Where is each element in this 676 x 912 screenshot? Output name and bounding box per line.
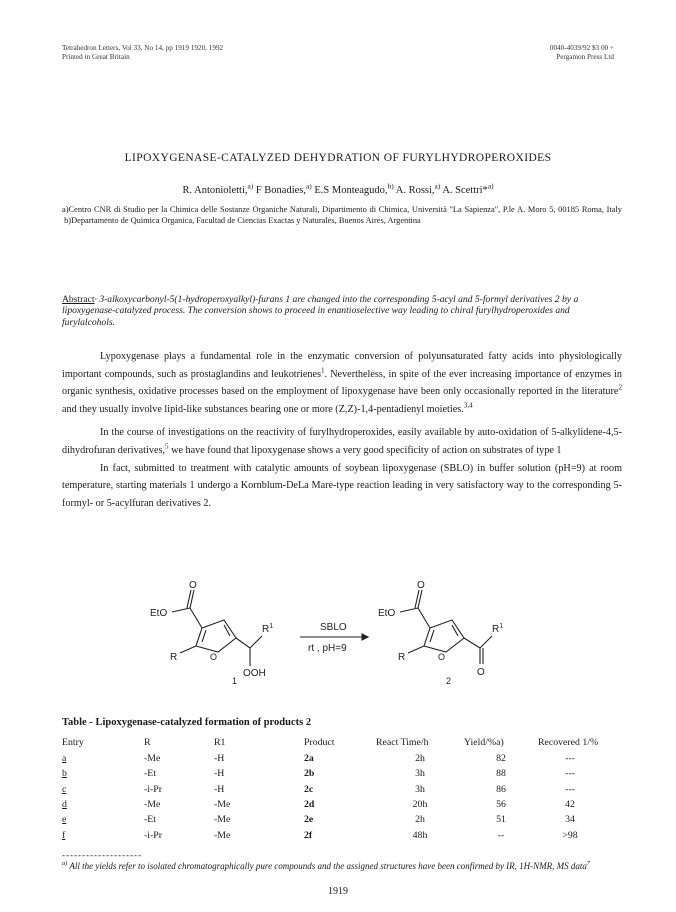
cell-time: 48h bbox=[412, 829, 428, 841]
table-row bbox=[62, 766, 602, 781]
author: E.S Monteagudo, bbox=[314, 185, 388, 196]
cell-recovered: --- bbox=[565, 783, 575, 795]
carbonyl-o-label: O bbox=[189, 580, 197, 591]
page-number: 1919 bbox=[328, 886, 348, 897]
cell-product: 2f bbox=[304, 829, 313, 841]
ref-mark: 1 bbox=[320, 366, 325, 375]
cell-entry: d bbox=[62, 799, 67, 811]
text-run: In the course of investigations on the reactivity of furylhydroperoxides, easily available by auto-oxidation of 5-alkylidene-4,5-dihydrofuran derivatives, bbox=[62, 427, 622, 456]
text-run: and they usually involve lipid-like substances bearing one or more (Z,Z)-1,4-pentadienyl moieties. bbox=[62, 403, 464, 415]
ring-o-label: O bbox=[210, 652, 218, 662]
cell-time: 2h bbox=[415, 753, 425, 765]
reagent-label: SBLO bbox=[320, 622, 347, 633]
footnote-rule: -------------------- bbox=[62, 850, 142, 860]
author-affil-mark: a) bbox=[434, 181, 441, 191]
r1-label: $R^1$ bbox=[262, 623, 274, 635]
cell-r: -i-Pr bbox=[144, 829, 162, 841]
abstract-text: 3-alkoxycarbonyl-5(1-hydroperoxyalkyl)-furans 1 are changed into the corresponding 5-acyl and 5-formyl derivatives 2 by a lipoxygenase-catalyzed process. The conversion shows to proceed in enantioselective way leading to chiral furylhydroperoxides and furylalcohols. bbox=[62, 294, 579, 328]
affil-b: Departamento de Quimica Organica, Facultad de Ciencias Exactas y Naturales, Buenos Aires, Argentina bbox=[71, 215, 421, 225]
table-caption: Table - Lipoxygenase-catalyzed formation of products 2 bbox=[62, 717, 312, 728]
ref-mark: 3,4 bbox=[463, 401, 473, 410]
author: A. Scettri* bbox=[442, 185, 488, 196]
col-header: Product bbox=[304, 736, 335, 748]
cell-yield: 51 bbox=[496, 814, 506, 826]
ethoxy-label: EtO bbox=[378, 608, 396, 619]
cell-r: -Me bbox=[144, 799, 161, 811]
text-run: we have found that lipoxygenase shows a very good specificity of action on substrates of type 1 bbox=[168, 444, 562, 456]
arrow-head bbox=[362, 634, 368, 640]
cell-entry: f bbox=[62, 829, 66, 841]
author: R. Antonioletti, bbox=[182, 185, 248, 196]
issn-code: 0040-4039/92 $3 00 + bbox=[549, 44, 614, 52]
text-run: . Nevertheless, in spite of the ever increasing importance of enzymes in organic synthesis, oxidative processes based on the employment of lipoxygenase have been only occasionally reported in the literature bbox=[62, 368, 622, 398]
col-header: Entry bbox=[62, 736, 84, 748]
author-affil-mark: a) bbox=[487, 181, 494, 191]
ooh-label: OOH bbox=[243, 668, 266, 679]
col-header: Recovered 1/% bbox=[538, 736, 599, 748]
paragraph-3: In fact, submitted to treatment with catalytic amounts of soybean lipoxygenase (SBLO) in buffer solution (pH=9) at room temperature, starting materials 1 undergo a Kornblum-DeLa Mare-type reaction leading in very satisfactory way to the corresponding 5-formyl- or 5-acylfuran derivatives 2. bbox=[62, 462, 622, 509]
author: F Bonadies, bbox=[255, 185, 307, 196]
cell-r: -Et bbox=[144, 814, 156, 826]
cell-entry: e bbox=[62, 814, 67, 826]
col-header: Yield/%a) bbox=[464, 736, 504, 748]
cell-product: 2b bbox=[304, 768, 315, 780]
conditions-label: rt , pH=9 bbox=[308, 643, 347, 654]
printed-in: Printed in Great Britain bbox=[62, 53, 130, 61]
paragraph-2 bbox=[62, 424, 622, 459]
abstract: Abstract· 3-alkoxycarbonyl-5(1-hydroperoxyalkyl)-furans 1 are changed into the corresponding 5-acyl and 5-formyl derivatives 2 by a lipoxygenase-catalyzed process. The conversion shows to proceed in enantioselective way leading to chiral furylhydroperoxides and furylalcohols. bbox=[62, 294, 579, 328]
cell-recovered: --- bbox=[565, 753, 575, 765]
cell-r: -Me bbox=[144, 753, 161, 765]
cell-yield: 56 bbox=[496, 799, 506, 811]
cell-time: 20h bbox=[412, 799, 428, 811]
cell-entry: c bbox=[62, 783, 67, 795]
cell-time: 3h bbox=[415, 783, 425, 795]
paper-title: LIPOXYGENASE-CATALYZED DEHYDRATION OF FURYLHYDROPEROXIDES bbox=[124, 152, 552, 164]
cell-r1: -Me bbox=[214, 799, 231, 811]
affil-b-mark: b) bbox=[64, 215, 72, 225]
paragraph-1 bbox=[62, 348, 622, 418]
cell-yield: 88 bbox=[496, 768, 506, 780]
journal-header-right bbox=[550, 44, 614, 62]
affil-a-mark: a) bbox=[62, 205, 69, 214]
publisher: Pergamon Press Ltd bbox=[556, 53, 614, 61]
cell-r1: -Me bbox=[214, 814, 231, 826]
compound-2-label: 2 bbox=[446, 676, 452, 685]
journal-header-left bbox=[62, 44, 223, 62]
author-affil-mark: a) bbox=[247, 181, 254, 191]
cell-yield: 86 bbox=[496, 783, 506, 795]
cell-r1: -Me bbox=[214, 829, 231, 841]
table-row bbox=[62, 797, 602, 812]
body-text bbox=[62, 348, 622, 512]
table-row bbox=[62, 812, 602, 827]
cell-recovered: >98 bbox=[562, 829, 578, 841]
table-row bbox=[62, 751, 602, 766]
cell-recovered: 42 bbox=[565, 799, 575, 811]
abstract-label: Abstract bbox=[62, 294, 95, 305]
cell-product: 2e bbox=[304, 814, 314, 826]
r-label: R bbox=[398, 652, 406, 663]
affil-a: Centro CNR di Studio per la Chimica delle Sostanze Organiche Naturali, Dipartimento di Chimica, Università "La Sapienza", P.le A. Moro 5, 00185 Roma, Italy bbox=[68, 205, 622, 214]
table-row bbox=[62, 827, 602, 842]
cell-r1: -H bbox=[214, 768, 225, 780]
cell-time: 3h bbox=[415, 768, 425, 780]
r1-label: $R^1$ bbox=[492, 623, 504, 635]
results-table bbox=[62, 733, 602, 843]
compound-2-structure bbox=[400, 590, 492, 664]
ethoxy-label: EtO bbox=[150, 608, 168, 619]
formyl-o-label: O bbox=[477, 667, 485, 678]
cell-yield: 82 bbox=[496, 753, 506, 765]
reaction-scheme bbox=[150, 580, 530, 685]
cell-time: 2h bbox=[415, 814, 425, 826]
ring-o-label: O bbox=[438, 652, 446, 662]
cell-r1: -H bbox=[214, 783, 225, 795]
author: A. Rossi, bbox=[395, 185, 435, 196]
col-header: R1 bbox=[214, 736, 226, 748]
ref-mark: 5 bbox=[164, 442, 169, 451]
table-row bbox=[62, 782, 602, 797]
cell-product: 2c bbox=[304, 783, 314, 795]
cell-entry: a bbox=[62, 753, 67, 765]
cell-entry: b bbox=[62, 768, 67, 780]
author-affil-mark: a) bbox=[306, 181, 312, 191]
cell-yield: -- bbox=[497, 829, 505, 841]
cell-recovered: --- bbox=[565, 768, 575, 780]
carbonyl-o-label: O bbox=[417, 580, 425, 591]
ref-mark: 2 bbox=[618, 383, 622, 392]
cell-r1: -H bbox=[214, 753, 225, 765]
footnote-mark: a) bbox=[62, 860, 68, 867]
cell-r: -i-Pr bbox=[144, 783, 162, 795]
compound-1-label: 1 bbox=[232, 676, 238, 685]
r-label: R bbox=[170, 652, 178, 663]
footnote-text: All the yields refer to isolated chromatographically pure compounds and the assigned structures have been confirmed by IR, 1H-NMR, MS data bbox=[69, 861, 587, 871]
cell-recovered: 34 bbox=[565, 814, 575, 826]
table-header-row bbox=[62, 733, 602, 751]
col-header: React Time/h bbox=[376, 736, 429, 748]
footnote-ref: 7 bbox=[586, 860, 591, 867]
text-run: Lypoxygenase plays a fundamental role in the enzymatic conversion of polyunsaturated fatty acids into physiologically important compounds, such as prostaglandins and leukotrienes bbox=[62, 351, 622, 380]
footnote bbox=[62, 860, 622, 872]
cell-product: 2d bbox=[304, 799, 315, 811]
author-affil-mark: b) bbox=[387, 181, 394, 191]
journal-citation: Tetrahedron Letters, Vol 33, No 14, pp 1919 1920, 1992 bbox=[62, 44, 224, 52]
affiliations bbox=[62, 205, 622, 226]
author-list bbox=[0, 181, 676, 196]
col-header: R bbox=[144, 736, 151, 748]
cell-product: 2a bbox=[304, 753, 314, 765]
cell-r: -Et bbox=[144, 768, 156, 780]
